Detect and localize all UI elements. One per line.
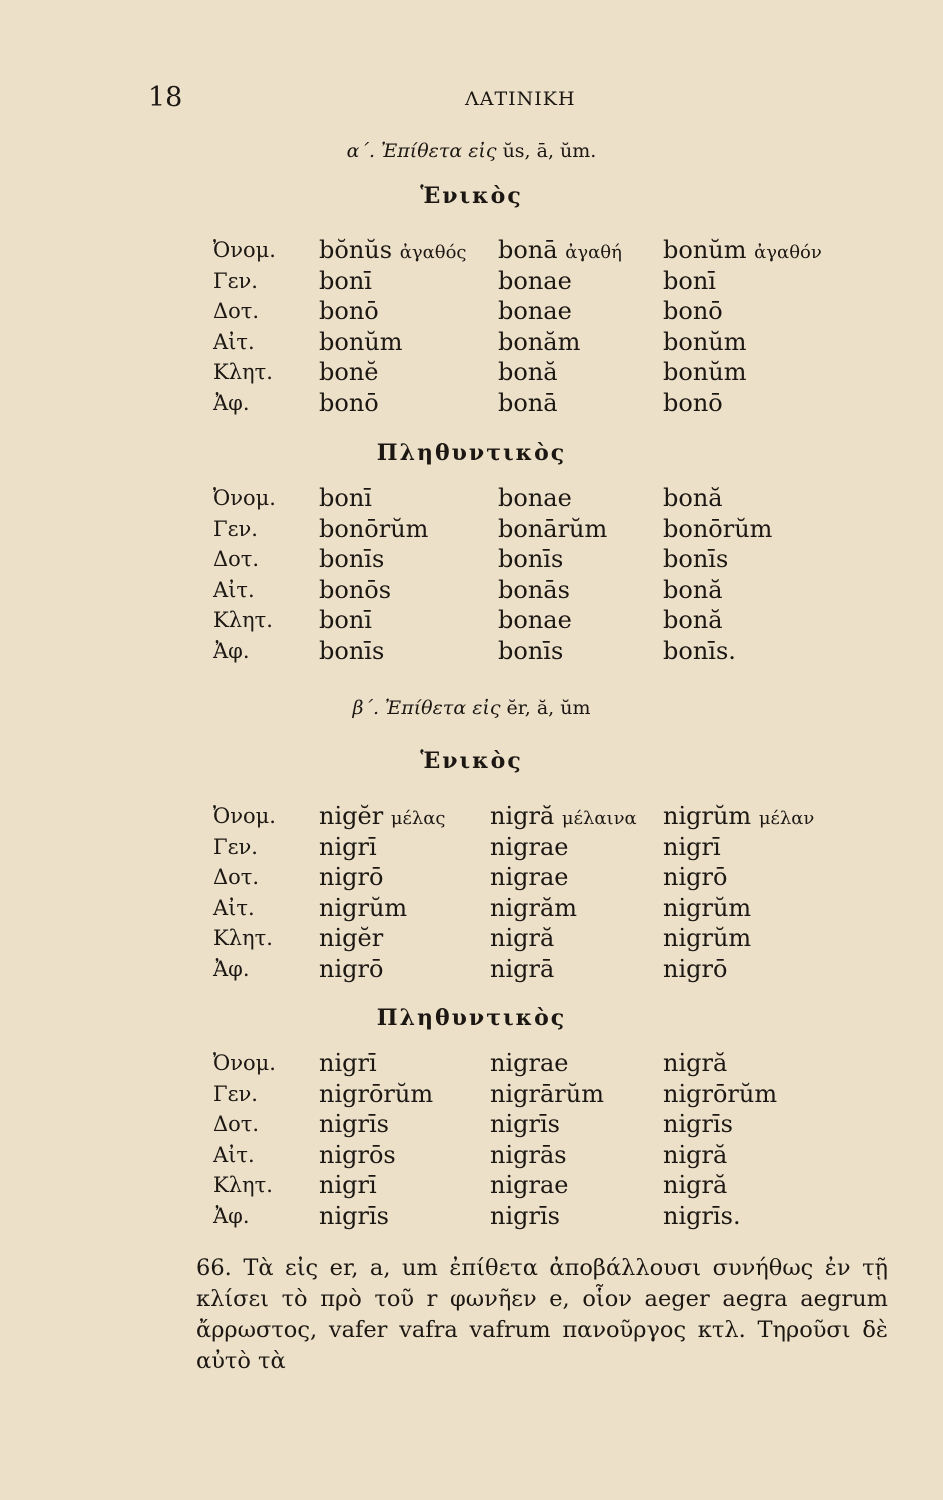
section-title-a (0, 140, 943, 162)
singular-heading: Ἑνικὸς (420, 748, 523, 774)
neuter-form: nigrō (663, 863, 728, 891)
neuter-form: nigră (663, 1140, 728, 1169)
feminine-form: nigrae (490, 863, 569, 891)
paradigm-row (0, 862, 943, 893)
case-label: Ἀφ. (213, 390, 250, 415)
masculine-form: nigrī (319, 1171, 377, 1199)
case-label: Κλητ. (213, 360, 273, 384)
paradigm-row (0, 1201, 943, 1232)
case-label: Γεν. (213, 516, 258, 541)
section-title-label: β΄. Ἐπίθετα εἰς (352, 697, 501, 719)
masculine-form: bonōrŭm (319, 514, 429, 543)
case-label: Δοτ. (213, 299, 260, 323)
paradigm-row (0, 544, 943, 575)
feminine-form: nigră μέλαινα (490, 802, 637, 830)
case-label: Ὀνομ. (213, 486, 276, 510)
masculine-form: nigrīs (319, 1201, 389, 1230)
plural-heading: Πληθυντικὸς (376, 1005, 567, 1031)
masculine-form: nigrōs (319, 1140, 396, 1169)
singular-heading: Ἑνικὸς (420, 183, 523, 209)
neuter-form: nigrīs. (663, 1201, 741, 1230)
masculine-form: nigrō (319, 954, 384, 983)
paradigm-row (0, 923, 943, 954)
neuter-form: bonă (663, 575, 723, 604)
feminine-form: bonae (498, 297, 572, 325)
masculine-form: nigrōrŭm (319, 1079, 434, 1108)
masculine-form: nigrŭm (319, 893, 408, 922)
masculine-form: nigrī (319, 832, 377, 861)
feminine-form: nigrārŭm (490, 1079, 604, 1108)
paradigm-table-niger-singular (0, 801, 943, 984)
paragraph-text: Τὰ εἰς er, a, um ἐπίθετα ἀποβάλλουσι συνήθως ἐν τῇ κλίσει τὸ πρὸ τοῦ r φωνῆεν e, οἷον aeger aegra aegrum ἄρρωστος, vafer vafra vafrum πανοῦργος κτλ. Τηροῦσι δὲ αὐτὸ τὰ (196, 1255, 888, 1374)
section-title-b (0, 697, 943, 719)
plural-heading: Πληθυντικὸς (376, 440, 567, 466)
paradigm-table-bonus-singular (0, 235, 943, 418)
case-label: Αἰτ. (213, 1142, 255, 1167)
feminine-form: nigrās (490, 1140, 567, 1169)
paradigm-row (0, 266, 943, 297)
neuter-form: bonī (663, 266, 716, 295)
case-label: Ἀφ. (213, 956, 250, 981)
case-label: Ἀφ. (213, 638, 250, 663)
neuter-form: nigrī (663, 832, 721, 861)
masculine-form: bonī (319, 266, 372, 295)
paradigm-row (0, 954, 943, 985)
section-title-endings: ĕr, ă, ŭm (506, 697, 591, 719)
masculine-form: bonō (319, 388, 379, 417)
feminine-form: bonae (498, 266, 572, 295)
masculine-form: nigĕr (319, 924, 384, 952)
feminine-form: bonā ἀγαθή (498, 236, 622, 264)
feminine-form: bonā (498, 388, 558, 417)
case-label: Αἰτ. (213, 577, 255, 602)
masculine-form: nigrī (319, 1049, 377, 1077)
paragraph-66 (196, 1253, 888, 1377)
feminine-form: bonīs (498, 636, 564, 665)
paradigm-row (0, 327, 943, 358)
paradigm-row (0, 388, 943, 419)
feminine-form: nigrīs (490, 1110, 560, 1138)
masculine-form: bonī (319, 484, 372, 512)
case-label: Γεν. (213, 1081, 258, 1106)
neuter-form: nigrō (663, 954, 728, 983)
paradigm-row (0, 235, 943, 266)
case-label: Δοτ. (213, 1112, 260, 1136)
neuter-form: bonŭm ἀγαθόν (663, 236, 822, 264)
masculine-form: bonĕ (319, 358, 379, 386)
feminine-form: nigrăm (490, 893, 578, 922)
paradigm-row (0, 636, 943, 667)
neuter-form: bonīs. (663, 636, 736, 665)
case-label: Κλητ. (213, 608, 273, 632)
case-label: Δοτ. (213, 547, 260, 571)
neuter-form: nigră (663, 1171, 728, 1199)
neuter-form: bonŭm (663, 358, 747, 386)
case-label: Ἀφ. (213, 1203, 250, 1228)
paradigm-row (0, 801, 943, 832)
running-title: ΛΑΤΙΝΙΚΗ (465, 88, 576, 110)
feminine-form: bonă (498, 358, 558, 386)
neuter-form: bonă (663, 484, 723, 512)
neuter-form: nigrŭm (663, 893, 752, 922)
paradigm-row (0, 575, 943, 606)
masculine-form: nigĕr μέλας (319, 802, 446, 830)
paradigm-row (0, 893, 943, 924)
neuter-form: nigrŭm μέλαν (663, 802, 815, 830)
neuter-form: nigră (663, 1049, 728, 1077)
masculine-form: bonŭm (319, 327, 403, 356)
paradigm-row (0, 296, 943, 327)
masculine-form: nigrīs (319, 1110, 389, 1138)
paragraph-number: 66. (196, 1255, 232, 1281)
feminine-form: nigrae (490, 1171, 569, 1199)
paradigm-row (0, 514, 943, 545)
feminine-form: nigrae (490, 832, 569, 861)
section-title-label: α΄. Ἐπίθετα εἰς (346, 140, 497, 162)
neuter-form: bonō (663, 388, 723, 417)
masculine-form: bonōs (319, 575, 392, 604)
paradigm-row (0, 1170, 943, 1201)
case-label: Ὀνομ. (213, 804, 276, 828)
page-number: 18 (148, 82, 183, 113)
masculine-form: bŏnŭs ἀγαθός (319, 236, 467, 264)
masculine-form: bonī (319, 606, 372, 634)
neuter-form: bonă (663, 606, 723, 634)
feminine-form: nigrā (490, 954, 555, 983)
paradigm-row (0, 1048, 943, 1079)
section-title-endings: ŭs, ā, ŭm. (502, 140, 597, 162)
feminine-form: bonae (498, 606, 572, 634)
case-label: Γεν. (213, 834, 258, 859)
neuter-form: bonīs (663, 545, 729, 573)
paradigm-row (0, 832, 943, 863)
neuter-form: nigrōrŭm (663, 1079, 778, 1108)
paradigm-row (0, 1140, 943, 1171)
feminine-form: bonīs (498, 545, 564, 573)
case-label: Κλητ. (213, 926, 273, 950)
feminine-form: bonăm (498, 327, 581, 356)
masculine-form: bonīs (319, 545, 385, 573)
feminine-form: nigrae (490, 1049, 569, 1077)
masculine-form: nigrō (319, 863, 384, 891)
paradigm-table-niger-plural (0, 1048, 943, 1231)
neuter-form: nigrŭm (663, 924, 752, 952)
feminine-form: bonārŭm (498, 514, 608, 543)
paradigm-row (0, 1079, 943, 1110)
masculine-form: bonīs (319, 636, 385, 665)
paradigm-row (0, 483, 943, 514)
feminine-form: bonae (498, 484, 572, 512)
paradigm-row (0, 357, 943, 388)
neuter-form: bonōrŭm (663, 514, 773, 543)
neuter-form: bonŭm (663, 327, 747, 356)
masculine-form: bonō (319, 297, 379, 325)
feminine-form: nigră (490, 924, 555, 952)
case-label: Αἰτ. (213, 329, 255, 354)
neuter-form: bonō (663, 297, 723, 325)
neuter-form: nigrīs (663, 1110, 733, 1138)
case-label: Ὀνομ. (213, 1051, 276, 1075)
case-label: Γεν. (213, 268, 258, 293)
case-label: Αἰτ. (213, 895, 255, 920)
paradigm-row (0, 1109, 943, 1140)
feminine-form: bonās (498, 575, 570, 604)
case-label: Ὀνομ. (213, 238, 276, 262)
case-label: Κλητ. (213, 1173, 273, 1197)
feminine-form: nigrīs (490, 1201, 560, 1230)
case-label: Δοτ. (213, 865, 260, 889)
paradigm-table-bonus-plural (0, 483, 943, 666)
paradigm-row (0, 605, 943, 636)
